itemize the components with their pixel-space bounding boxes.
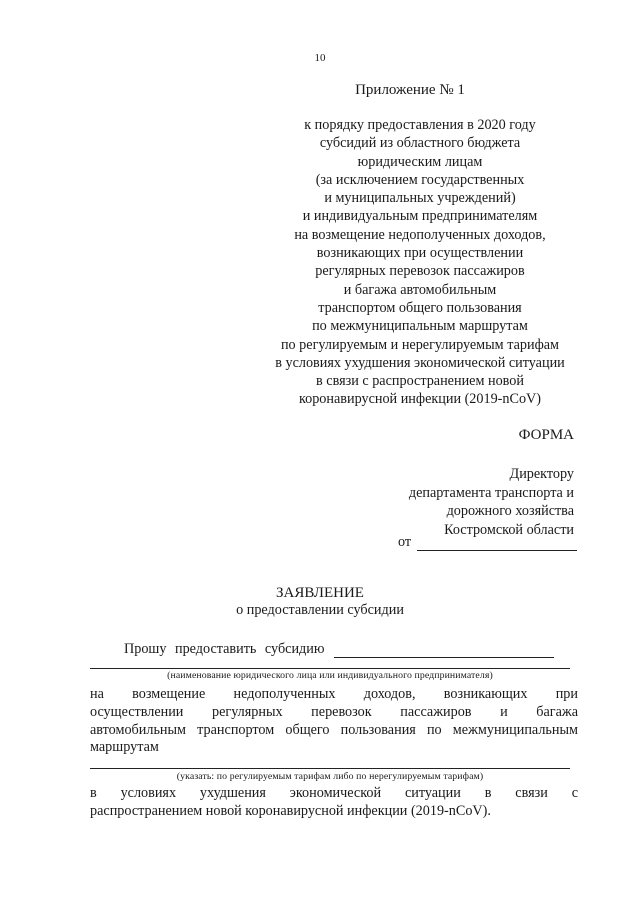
addressee-line: Директору — [509, 466, 574, 482]
appendix-line: по регулируемым и нерегулируемым тарифам — [280, 336, 560, 353]
appendix-line: на возмещение недополученных доходов, — [294, 226, 546, 243]
page-number: 10 — [314, 52, 326, 64]
appendix-line: по межмуниципальным маршрутам — [312, 318, 528, 335]
appendix-description — [230, 116, 610, 409]
form-label: ФОРМА — [518, 427, 574, 443]
paragraph-line: на возмещение недополученных доходов, возникающих при — [90, 686, 578, 702]
statement-paragraph-2 — [90, 785, 578, 821]
from-blank-field[interactable] — [417, 538, 577, 551]
appendix-line: субсидий из областного бюджета — [319, 135, 521, 152]
appendix-line: к порядку предоставления в 2020 году — [304, 117, 536, 133]
paragraph-line: автомобильным транспортом общего пользования по межмуниципальным — [90, 721, 578, 738]
appendix-title: Приложение № 1 — [355, 82, 465, 98]
addressee-line: Костромской области — [444, 521, 574, 538]
appendix-line: (за исключением государственных — [315, 171, 525, 188]
appendix-line: возникающих при осуществлении — [316, 245, 524, 262]
statement-title: ЗАЯВЛЕНИЕ — [276, 585, 364, 601]
appendix-line: регулярных перевозок пассажиров — [315, 263, 525, 280]
appendix-line: в связи с распространением новой — [316, 373, 524, 390]
from-row — [398, 534, 577, 551]
appendix-line: и муниципальных учреждений) — [324, 190, 516, 207]
appendix-line: и индивидуальным предпринимателям — [302, 208, 538, 225]
appendix-line: в условиях ухудшения экономической ситуации — [275, 354, 565, 371]
tariff-blank-field[interactable] — [90, 768, 570, 769]
addressee-line: департамента транспорта и — [408, 484, 574, 501]
statement-subtitle: о предоставлении субсидии — [236, 602, 404, 618]
appendix-line: и багажа автомобильным — [343, 281, 497, 298]
applicant-name-caption: (наименование юридического лица или индивидуального предпринимателя) — [167, 670, 493, 681]
from-label: от — [398, 534, 412, 550]
subsidy-blank-field[interactable] — [334, 645, 554, 658]
appendix-line: транспортом общего пользования — [318, 299, 522, 316]
request-text: Прошу предоставить субсидию — [124, 641, 325, 657]
paragraph-line: в условиях ухудшения экономической ситуации в связи с — [90, 785, 578, 801]
tariff-caption: (указать: по регулируемым тарифам либо по нерегулируемым тарифам) — [176, 771, 484, 782]
addressee-line: дорожного хозяйства — [446, 503, 574, 520]
statement-paragraph-1 — [90, 686, 578, 757]
paragraph-line: распространением новой коронавирусной инфекции (2019-nCoV). — [90, 802, 491, 819]
paragraph-line: осуществлении регулярных перевозок пассажиров и багажа — [90, 703, 578, 720]
applicant-name-blank-field[interactable] — [90, 668, 570, 669]
appendix-line: коронавирусной инфекции (2019-nCoV) — [298, 391, 542, 408]
appendix-line: юридическим лицам — [357, 153, 483, 170]
request-row — [124, 641, 554, 658]
addressee-block — [409, 465, 574, 539]
paragraph-line: маршрутам — [90, 739, 159, 756]
